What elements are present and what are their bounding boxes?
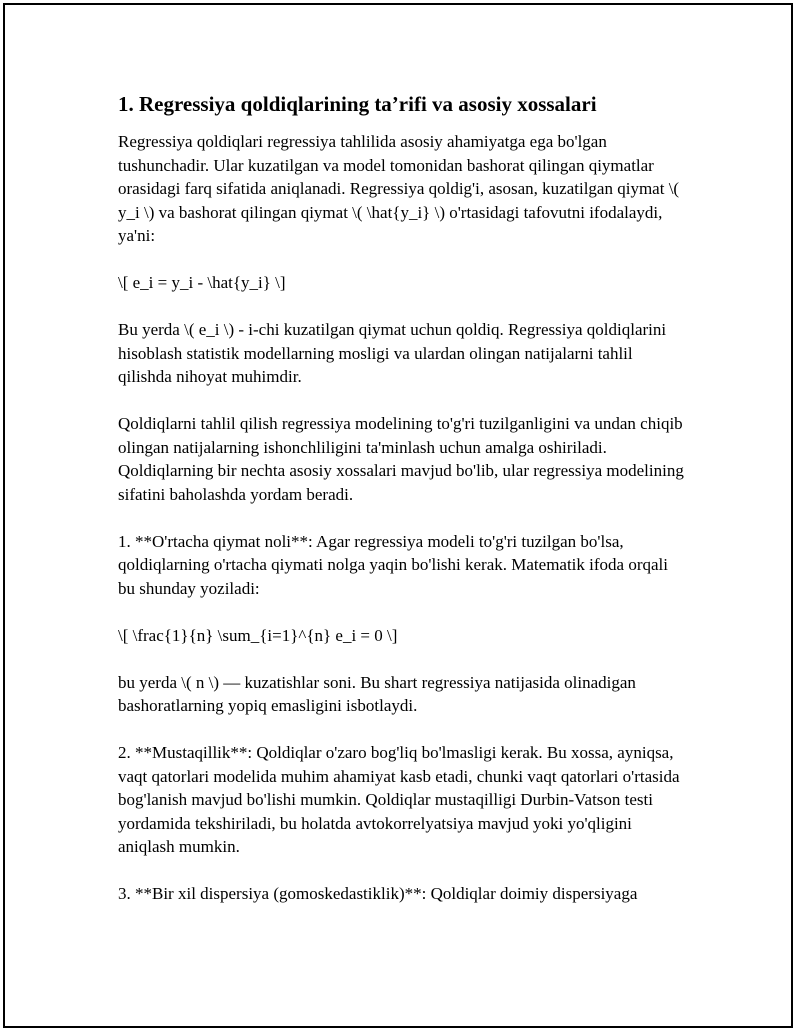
paragraph-observations-count: bu yerda \( n \) — kuzatishlar soni. Bu shart regressiya natijasida olinadigan bashoratlarning yopiq emasligini isbotlaydi. [118,672,636,715]
list-item-mean-zero: 1. **O'rtacha qiymat noli**: Agar regressiya modeli to'g'ri tuzilgan bo'lsa, qoldiqlarning o'rtacha qiymati nolga yaqin bo'lishi kerak. Matematik ifoda orqali bu shunday yoziladi: [118,531,668,598]
section-heading: 1. Regressiya qoldiqlarining ta’rifi va asosiy xossalari [118,92,597,116]
list-item-independence: 2. **Mustaqillik**: Qoldiqlar o'zaro bog'liq bo'lmasligi kerak. Bu xossa, ayniqsa, vaqt qatorlari modelida muhim ahamiyat kasb etadi, chunki vaqt qatorlari o'rtasida bog'lanish mavjud bo'lishi mumkin. Qoldiqlar mustaqilligi Durbin-Vatson testi yordamida tekshiriladi, bu holatda avtokorrelyatsiya mavjud yoki yo'qligini aniqlash mumkin. [118,743,680,856]
list-item-homoscedasticity: 3. **Bir xil dispersiya (gomoskedastiklik)**: Qoldiqlar doimiy dispersiyaga [118,884,638,903]
paragraph-residual-definition: Bu yerda \( e_i \) - i-chi kuzatilgan qiymat uchun qoldiq. Regressiya qoldiqlarini hisoblash statistik modellarning mosligi va ulardan olingan natijalarni tahlil qilishda nihoyat muhimdir. [118,320,667,386]
document-body [118,90,688,929]
formula-mean-zero: \[ \frac{1}{n} \sum_{i=1}^{n} e_i = 0 \] [118,625,398,645]
paragraph-intro: Regressiya qoldiqlari regressiya tahlilida asosiy ahamiyatga ega bo'lgan tushunchadir. Ular kuzatilgan va model tomonidan bashorat qilingan qiymatlar orasidagi farq sifatida aniqlanadi. Regressiya qoldig'i, asosan, kuzatilgan qiymat \( y_i \) va bashorat qilingan qiymat \( \hat{y_i} \) o'rtasidagi tafovutni ifodalaydi, ya'ni: [118,132,680,245]
paragraph-residual-analysis: Qoldiqlarni tahlil qilish regressiya modelining to'g'ri tuzilganligini va undan chiqib olingan natijalarning ishonchliligini ta'minlash uchun amalga oshiriladi. Qoldiqlarning bir nechta asosiy xossalari mavjud bo'lib, ular regressiya modelining sifatini baholashda yordam beradi. [118,414,684,504]
formula-residual: \[ e_i = y_i - \hat{y_i} \] [118,273,286,292]
